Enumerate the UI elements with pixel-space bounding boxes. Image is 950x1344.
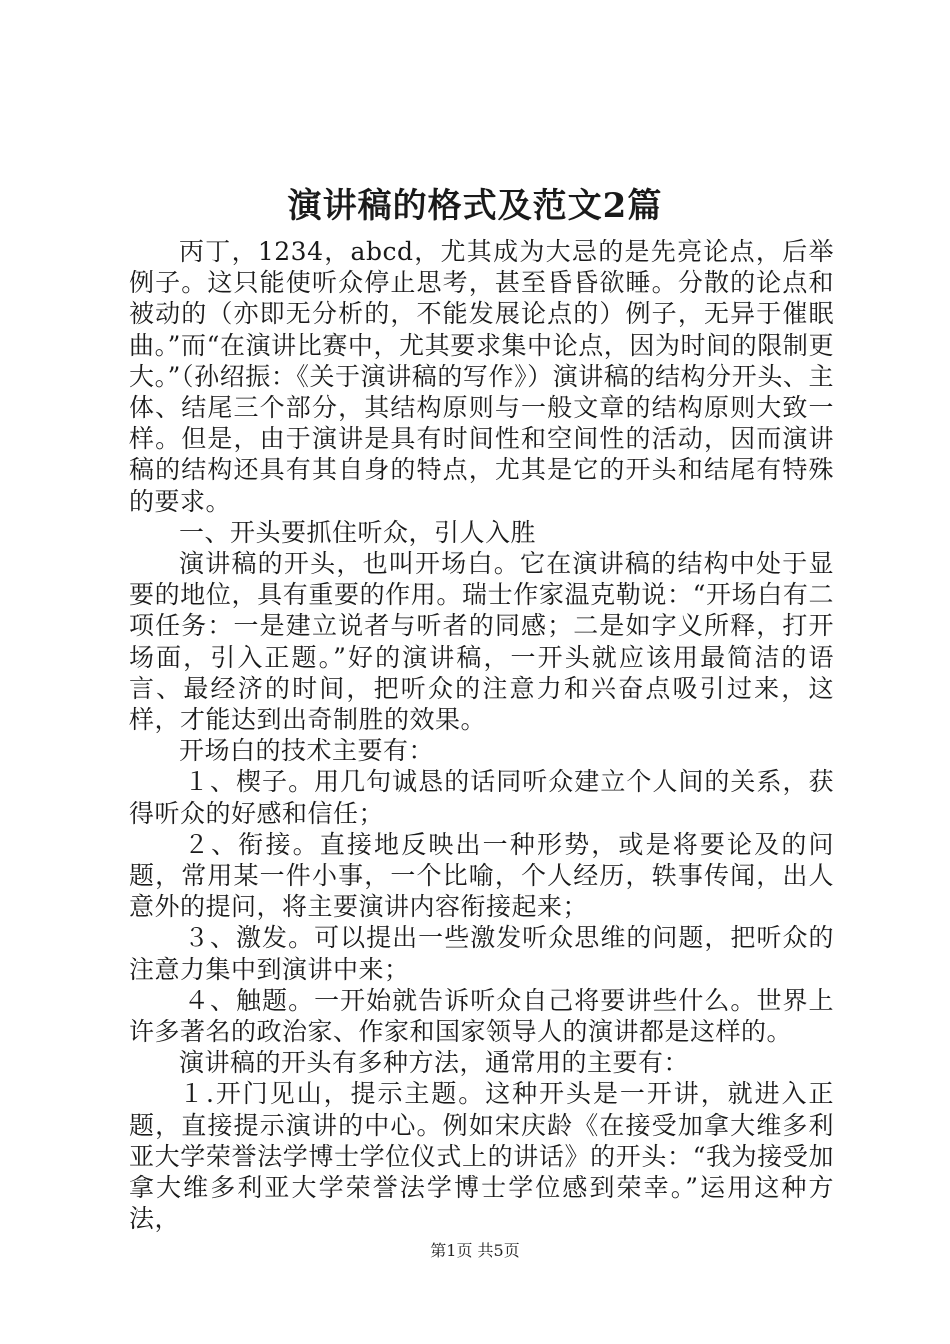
document-body <box>129 236 834 1235</box>
list-item-direct: １.开门见山，提示主题。这种开头是一开讲，就进入正题，直接提示演讲的中心。例如宋庆龄《在接受加拿大维多利亚大学荣誉法学博士学位仪式上的讲话》的开头：“我为接受加拿大维多利亚大学荣誉法学博士学位感到荣幸。”运用这种方法， <box>129 1079 834 1234</box>
page-footer: 第1页 共5页 <box>430 1241 520 1260</box>
document-title: 演讲稿的格式及范文2篇 <box>287 186 663 226</box>
list-item-stimulate: ３、激发。可以提出一些激发听众思维的问题，把听众的注意力集中到演讲中来； <box>129 923 834 984</box>
paragraph-intro: 丙丁，1234，abcd，尤其成为大忌的是先亮论点，后举例子。这只能使听众停止思考，甚至昏昏欲睡。分散的论点和被动的（亦即无分析的，不能发展论点的）例子，无异于催眠曲。”而“在演讲比赛中，尤其要求集中论点，因为时间的限制更大。”（孙绍振：《关于演讲稿的写作》）演讲稿的结构分开头、主体、结尾三个部分，其结构原则与一般文章的结构原则大致一样。但是，由于演讲是具有时间性和空间性的活动，因而演讲稿的结构还具有其自身的特点，尤其是它的开头和结尾有特殊的要求。 <box>129 237 834 516</box>
paragraph-methods-lead: 演讲稿的开头有多种方法，通常用的主要有： <box>179 1048 690 1078</box>
paragraph-opening: 演讲稿的开头，也叫开场白。它在演讲稿的结构中处于显要的地位，具有重要的作用。瑞士作家温克勒说：“开场白有二项任务：一是建立说者与听者的同感；二是如字义所释，打开场面，引入正题。”好的演讲稿，一开头就应该用最简洁的语言、最经济的时间，把听众的注意力和兴奋点吸引过来，这样，才能达到出奇制胜的效果。 <box>129 549 834 735</box>
paragraph-techniques-lead: 开场白的技术主要有： <box>179 736 435 766</box>
list-item-wedge: １、楔子。用几句诚恳的话同听众建立个人间的关系，获得听众的好感和信任； <box>129 767 834 828</box>
section-heading: 一、开头要抓住听众，引人入胜 <box>179 517 537 547</box>
list-item-topic: ４、触题。一开始就告诉听众自己将要讲些什么。世界上许多著名的政治家、作家和国家领导人的演讲都是这样的。 <box>129 985 834 1047</box>
list-item-connection: ２、衔接。直接地反映出一种形势，或是将要论及的问题，常用某一件小事，一个比喻，个人经历，轶事传闻，出人意外的提问，将主要演讲内容衔接起来； <box>129 829 834 922</box>
